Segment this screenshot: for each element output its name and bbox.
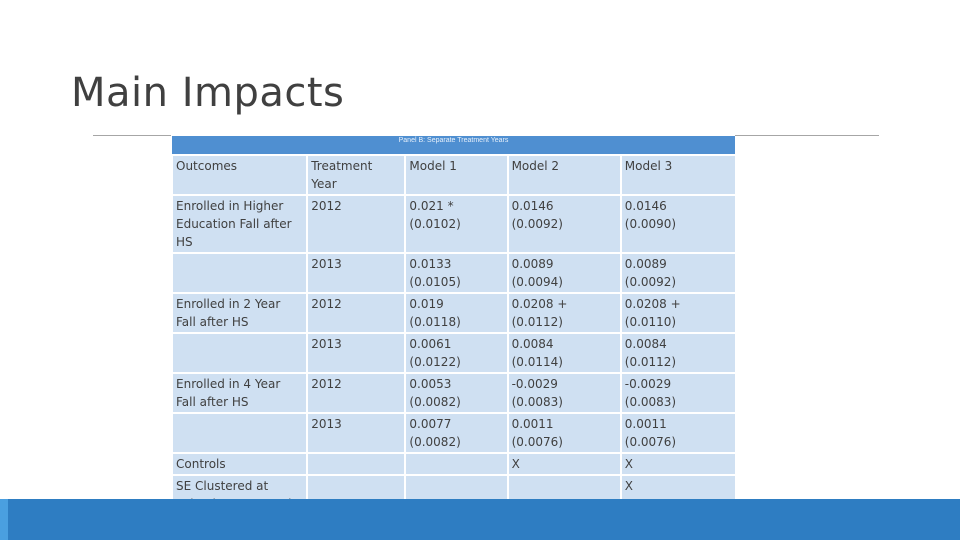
header-outcomes: Outcomes xyxy=(173,156,306,194)
coefficient: 0.0146 xyxy=(511,199,554,213)
table-row xyxy=(173,374,735,412)
outcome-cell: Enrolled in 4 Year Fall after HS xyxy=(173,374,306,412)
title-rule-right xyxy=(735,135,879,136)
coefficient: 0.0133 xyxy=(409,257,452,271)
coefficient: 0.0053 xyxy=(409,377,452,391)
se-clustered-label: SE Clustered at xyxy=(173,476,306,514)
year-cell: 2013 xyxy=(308,334,404,372)
model-2-cell xyxy=(509,294,620,332)
coefficient: 0.0084 xyxy=(511,337,554,351)
header-model-1: Model 1 xyxy=(406,156,506,194)
header-model-3: Model 3 xyxy=(622,156,735,194)
table-header-row xyxy=(173,156,735,194)
year-cell: 2012 xyxy=(308,196,404,252)
coefficient: 0.0011 xyxy=(511,417,554,431)
results-table xyxy=(171,154,737,538)
standard-error: (0.0114) xyxy=(511,355,563,369)
bottom-bar xyxy=(0,499,960,540)
outcome-cell xyxy=(173,414,306,452)
model-1-cell xyxy=(406,374,506,412)
standard-error: (0.0112) xyxy=(624,355,677,369)
coefficient: 0.0061 xyxy=(409,337,452,351)
controls-model-1 xyxy=(406,454,506,474)
table-row xyxy=(173,294,735,332)
bottom-bar-accent xyxy=(0,499,8,540)
year-cell: 2013 xyxy=(308,254,404,292)
coefficient: -0.0029 xyxy=(511,377,558,391)
model-2-cell xyxy=(509,254,620,292)
coefficient: 0.019 xyxy=(409,297,444,311)
model-1-cell xyxy=(406,254,506,292)
coefficient: -0.0029 xyxy=(624,377,672,391)
table-row xyxy=(173,196,735,252)
outcome-cell xyxy=(173,254,306,292)
controls-label: Controls xyxy=(173,454,306,474)
year-cell: 2012 xyxy=(308,294,404,332)
standard-error: (0.0110) xyxy=(624,315,677,329)
model-3-cell xyxy=(622,374,735,412)
coefficient: 0.0089 xyxy=(624,257,667,271)
standard-error: (0.0092) xyxy=(624,275,677,289)
table-row xyxy=(173,254,735,292)
coefficient: 0.0146 xyxy=(624,199,667,213)
model-3-cell xyxy=(622,414,735,452)
header-model-2: Model 2 xyxy=(509,156,620,194)
model-2-cell xyxy=(509,414,620,452)
model-1-cell xyxy=(406,196,506,252)
outcome-cell xyxy=(173,334,306,372)
coefficient: 0.0084 xyxy=(624,337,667,351)
slide-title: Main Impacts xyxy=(71,70,345,116)
standard-error: (0.0112) xyxy=(511,315,563,329)
standard-error: (0.0118) xyxy=(409,315,461,329)
coefficient: 0.0011 xyxy=(624,417,667,431)
empty-cell xyxy=(308,454,404,474)
year-cell: 2013 xyxy=(308,414,404,452)
standard-error: (0.0122) xyxy=(409,355,461,369)
controls-model-2: X xyxy=(509,454,620,474)
standard-error: (0.0082) xyxy=(409,395,461,409)
standard-error: (0.0105) xyxy=(409,275,461,289)
standard-error: (0.0082) xyxy=(409,435,461,449)
model-1-cell xyxy=(406,414,506,452)
coefficient: 0.021 * xyxy=(409,199,454,213)
coefficient: 0.0077 xyxy=(409,417,452,431)
model-2-cell xyxy=(509,196,620,252)
coefficient: 0.0208 + xyxy=(624,297,681,311)
standard-error: (0.0094) xyxy=(511,275,563,289)
coefficient: 0.0208 + xyxy=(511,297,568,311)
year-cell: 2012 xyxy=(308,374,404,412)
controls-model-3: X xyxy=(622,454,735,474)
model-3-cell xyxy=(622,334,735,372)
standard-error: (0.0076) xyxy=(624,435,677,449)
model-2-cell xyxy=(509,334,620,372)
outcome-cell: Enrolled in 2 Year Fall after HS xyxy=(173,294,306,332)
title-rule-left xyxy=(93,135,171,136)
standard-error: (0.0083) xyxy=(511,395,563,409)
header-treatment-year: Treatment Year xyxy=(308,156,404,194)
standard-error: (0.0083) xyxy=(624,395,677,409)
outcome-cell: Enrolled in Higher Education Fall after HS xyxy=(173,196,306,252)
model-3-cell xyxy=(622,196,735,252)
standard-error: (0.0092) xyxy=(511,217,563,231)
table-row xyxy=(173,414,735,452)
model-1-cell xyxy=(406,294,506,332)
controls-row xyxy=(173,454,735,474)
model-1-cell xyxy=(406,334,506,372)
standard-error: (0.0076) xyxy=(511,435,563,449)
coefficient: 0.0089 xyxy=(511,257,554,271)
se-clustered-model-3: X xyxy=(622,476,735,514)
model-3-cell xyxy=(622,254,735,292)
model-3-cell xyxy=(622,294,735,332)
standard-error: (0.0090) xyxy=(624,217,677,231)
table-row xyxy=(173,334,735,372)
model-2-cell xyxy=(509,374,620,412)
panel-header: Panel B: Separate Treatment Years xyxy=(172,136,735,154)
standard-error: (0.0102) xyxy=(409,217,461,231)
